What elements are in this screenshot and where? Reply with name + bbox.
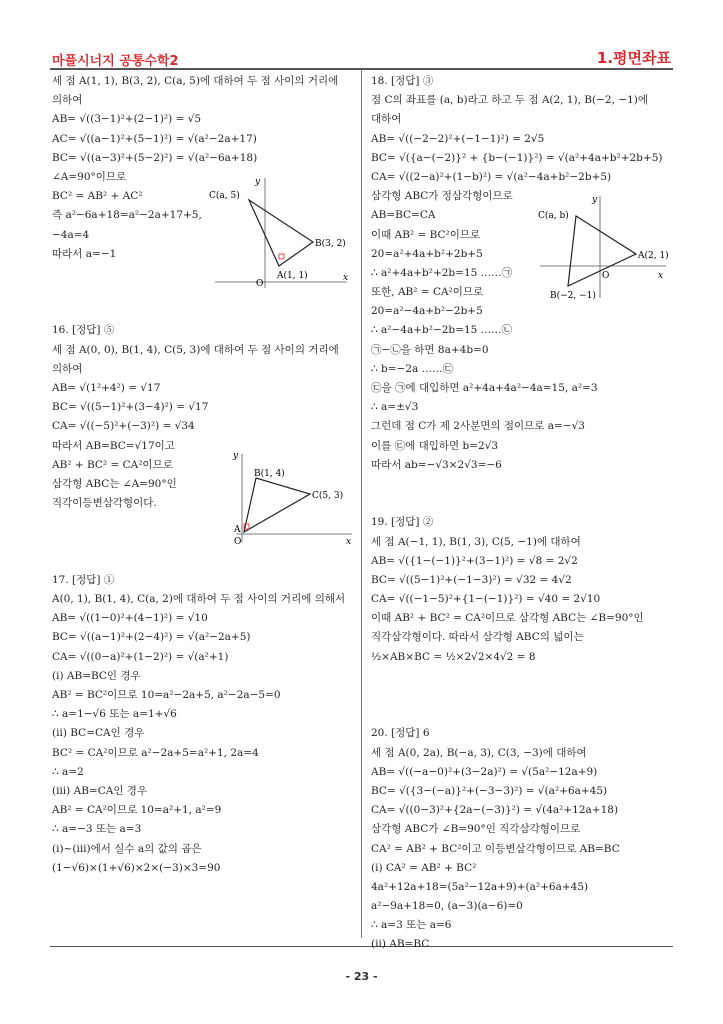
text-line: (ⅰ) CA² = AB² + BC² <box>371 861 477 874</box>
text-line: ㉠−㉡을 하면 8a+4b=0 <box>371 343 489 356</box>
text-line: 따라서 AB=BC=√17이고 <box>52 439 175 452</box>
spacer <box>371 667 671 686</box>
text-line: AB² + BC² = CA²이므로 <box>52 458 173 471</box>
book-title: 마플시너지 공통수학2 <box>52 54 179 69</box>
text-line: AB= √((−a−0)²+(3−2a)²) = √(5a²−12a+9) <box>371 765 598 778</box>
text-line: ∴ a=±√3 <box>371 401 419 414</box>
text-line: 이때 AB² = BC²이므로 <box>371 228 481 241</box>
text-line: AB= √({1−(−1)}²+(3−1)²) = √8 = 2√2 <box>371 554 578 567</box>
text-line: BC= √((5−1)²+(−1−3)²) = √32 = 4√2 <box>371 573 572 586</box>
text-line: ∴ a²−4a+b²−2b=15 ……㉡ <box>371 324 513 337</box>
figure-16 <box>228 448 358 548</box>
spacer <box>52 552 357 571</box>
text-line: (ⅰ)~(ⅲ)에서 실수 a의 값의 곱은 <box>52 842 202 855</box>
text-line: BC= √((5−1)²+(3−4)²) = √17 <box>52 401 209 414</box>
text-line: 이를 ㉢에 대입하면 b=2√3 <box>371 439 499 452</box>
fig16-label-x: x <box>346 537 352 547</box>
text-line: ∴ b=−2a ……㉢ <box>371 362 454 375</box>
text-line: 20=a²+4a+b²+2b+5 <box>371 247 483 260</box>
text-line: 점 C의 좌표를 (a, b)라고 하고 두 점 A(2, 1), B(−2, −1)에 <box>371 94 648 107</box>
spacer <box>371 494 671 513</box>
fig15-label-y: y <box>255 177 261 187</box>
text-line: (1−√6)×(1+√6)×2×(−3)×3=90 <box>52 861 221 874</box>
text-line: BC² = AB² + AC² <box>52 190 143 203</box>
text-line: a²−9a+18=0, (a−3)(a−6)=0 <box>371 900 523 913</box>
text-line: ∴ a²+4a+b²+2b=15 ……㉠ <box>371 266 513 279</box>
text-line: AB= √(1²+4²) = √17 <box>52 382 161 394</box>
text-line: 그런데 점 C가 제 2사분면의 점이므로 a=−√3 <box>371 420 585 433</box>
text-line: (ⅱ) BC=CA인 경우 <box>52 727 145 740</box>
fig18-label-b: B(−2, −1) <box>550 291 596 301</box>
fig15-label-x: x <box>343 273 349 283</box>
text-line: −4a=4 <box>52 228 90 241</box>
text-line: 17. [정답] ① <box>52 573 115 586</box>
text-line: CA= √((−1−5)²+{1−(−1)}²) = √40 = 2√10 <box>371 593 601 606</box>
page-number: - 23 - <box>345 970 378 983</box>
text-line: 즉 a²−6a+18=a²−2a+17+5, <box>52 209 202 222</box>
text-line: BC= √({a−(−2)}² + {b−(−1)}²) = √(a²+4a+b²+2b+5) <box>371 151 663 164</box>
fig15-label-b: B(3, 2) <box>315 239 346 249</box>
text-line: ½×AB×BC = ½×2√2×4√2 = 8 <box>371 650 536 663</box>
text-line: 삼각형 ABC가 ∠B=90°인 직각삼각형이므로 <box>371 823 581 836</box>
text-line: BC= √({3−(−a)}²+(−3−3)²) = √(a²+6a+45) <box>371 784 608 797</box>
text-line: AB² = CA²이므로 10=a²+1, a²=9 <box>52 804 222 817</box>
text-line: 직각이등변삼각형이다. <box>52 497 157 510</box>
text-line: 16. [정답] ⑤ <box>52 324 115 337</box>
chapter-title: 1.평면좌표 <box>596 49 671 67</box>
text-line: CA= √((0−a)²+(1−2)²) = √(a²+1) <box>52 650 229 663</box>
text-line: 삼각형 ABC는 ∠A=90°인 <box>52 477 177 490</box>
text-line: (ⅰ) AB=BC인 경우 <box>52 669 141 682</box>
text-line: 따라서 a=−1 <box>52 247 117 260</box>
text-line: 19. [정답] ② <box>371 516 434 529</box>
fig16-label-y: y <box>233 451 239 461</box>
spacer <box>52 302 357 321</box>
fig15-label-a: A(1, 1) <box>277 271 308 281</box>
text-line: ∴ a=3 또는 a=6 <box>371 919 452 932</box>
text-line: AB= √((3−1)²+(2−1)²) = √5 <box>52 113 202 126</box>
fig18-label-a: A(2, 1) <box>638 251 669 261</box>
fig16-label-o: O <box>234 537 242 547</box>
fig18-label-x: x <box>658 271 664 281</box>
text-line: BC= √((a−1)²+(2−4)²) = √(a²−2a+5) <box>52 631 251 644</box>
text-line: 세 점 A(0, 0), B(1, 4), C(5, 3)에 대하여 두 점 사이의 거리에 <box>52 343 339 356</box>
text-line: 의하여 <box>52 94 83 107</box>
figure-15 <box>205 170 355 290</box>
text-line: 따라서 ab=−√3×2√3=−6 <box>371 458 502 471</box>
text-line: (ⅲ) AB=CA인 경우 <box>52 784 148 797</box>
figure-18 <box>536 190 671 302</box>
spacer <box>371 686 671 705</box>
text-line: ∠A=90°이므로 <box>52 170 127 183</box>
fig16-label-c: C(5, 3) <box>312 491 344 501</box>
text-line: 세 점 A(−1, 1), B(1, 3), C(5, −1)에 대하여 <box>371 535 581 548</box>
fig16-label-b: B(1, 4) <box>254 469 285 479</box>
text-line: ∴ a=−3 또는 a=3 <box>52 823 142 836</box>
column-divider <box>361 70 362 938</box>
fig18-label-y: y <box>592 195 598 205</box>
text-line: ㉢을 ㉠에 대입하면 a²+4a+4a²−4a=15, a²=3 <box>371 382 598 394</box>
text-line: 의하여 <box>52 362 83 375</box>
text-line: CA= √((2−a)²+(1−b)²) = √(a²−4a+b²−2b+5) <box>371 170 612 183</box>
text-line: 이때 AB² + BC² = CA²이므로 삼각형 ABC는 ∠B=90°인 <box>371 612 644 625</box>
text-line: AB² = BC²이므로 10=a²−2a+5, a²−2a−5=0 <box>52 689 281 701</box>
text-line: 직각삼각형이다. 따라서 삼각형 ABC의 넓이는 <box>371 631 584 644</box>
text-line: ∴ a=1−√6 또는 a=1+√6 <box>52 708 177 721</box>
text-line: AC= √((a−1)²+(5−1)²) = √(a²−2a+17) <box>52 132 257 145</box>
text-line: 대하여 <box>371 113 402 126</box>
text-line: 20=a²−4a+b²−2b+5 <box>371 305 483 318</box>
text-line: CA= √((−5)²+(−3)²) = √34 <box>52 420 195 433</box>
text-line: BC² = CA²이므로 a²−2a+5=a²+1, 2a=4 <box>52 746 259 759</box>
fig15-label-o: O <box>256 279 264 289</box>
text-line: 18. [정답] ③ <box>371 75 434 87</box>
text-line: 삼각형 ABC가 정삼각형이므로 <box>371 190 513 203</box>
text-line: 세 점 A(0, 2a), B(−a, 3), C(3, −3)에 대하여 <box>371 746 587 759</box>
fig15-label-c: C(a, 5) <box>209 191 240 201</box>
text-line: CA² = AB² + BC²이고 이등변삼각형이므로 AB=BC <box>371 842 620 855</box>
fig16-label-a: A <box>234 525 241 535</box>
fig18-label-c: C(a, b) <box>538 211 569 221</box>
text-line: AB= √((1−0)²+(4−1)²) = √10 <box>52 612 208 625</box>
text-line: AB=BC=CA <box>371 209 436 222</box>
fig18-label-o: O <box>602 271 610 281</box>
text-line: ∴ a=2 <box>52 765 84 778</box>
text-line: 4a²+12a+18=(5a²−12a+9)+(a²+6a+45) <box>371 880 589 893</box>
text-line: 20. [정답] 6 <box>371 727 430 740</box>
text-line: (ⅱ) AB=BC <box>371 938 430 951</box>
text-line: 또한, AB² = CA²이므로 <box>371 286 484 299</box>
spacer <box>371 705 671 724</box>
text-line: A(0, 1), B(1, 4), C(a, 2)에 대하여 두 점 사이의 거리에 의해서 <box>52 593 346 606</box>
spacer <box>371 475 671 494</box>
text-line: AB= √((−2−2)²+(−1−1)²) = 2√5 <box>371 132 545 145</box>
text-line: 세 점 A(1, 1), B(3, 2), C(a, 5)에 대하여 두 점 사이의 거리에 <box>52 75 339 87</box>
text-line: CA= √((0−3)²+{2a−(−3)}²) = √(4a²+12a+18) <box>371 804 619 817</box>
text-line: BC= √((a−3)²+(5−2)²) = √(a²−6a+18) <box>52 151 258 164</box>
